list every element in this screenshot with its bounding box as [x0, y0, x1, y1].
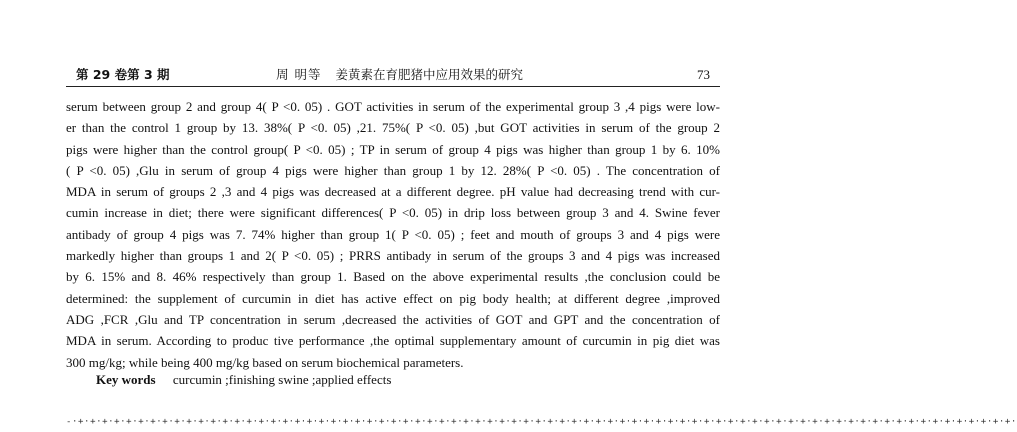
abstract-line: markedly higher than groups 1 and 2( P <0. 05) ; PRRS antibady in serum of the groups 3 and 4 pigs was increased — [66, 248, 720, 264]
abstract-line: antibady of group 4 pigs was 7. 74% higher than group 1( P <0. 05) ; feet and mouth of groups 3 and 4 pigs were — [66, 226, 720, 242]
running-title — [276, 64, 523, 86]
abstract-line: determined: the supplement of curcumin in diet has active effect on pig body health; at different degree ,improved — [66, 290, 720, 306]
abstract-line: ADG ,FCR ,Glu and TP concentration in serum ,decreased the activities of GOT and GPT and the concentration of — [66, 311, 720, 327]
keywords-label: Key words — [96, 372, 156, 387]
abstract-line: serum between group 2 and group 4( P <0. 05) . GOT activities in serum of the experimental group 3 ,4 pigs were low- — [66, 99, 720, 114]
abstract-line: pigs were higher than the control group( P <0. 05) ; TP in serum of group 4 pigs was higher than group 1 by 6. 10% — [66, 141, 720, 157]
header-authors: 周 明等 — [276, 67, 322, 82]
abstract-line: MDA in serum. According to produc tive performance ,the optimal supplementary amount of curcumin in pig diet was — [66, 333, 720, 349]
abstract-line: cumin increase in diet; there were significant differences( P <0. 05) in drip loss between group 3 and 4. Swine fever — [66, 205, 720, 221]
keywords-text: curcumin ;finishing swine ;applied effects — [172, 372, 392, 387]
abstract-line: by 6. 15% and 8. 46% respectively than group 1. Based on the above experimental results ,the conclusion could be — [66, 269, 720, 285]
abstract-line: er than the control 1 group by 13. 38%( P <0. 05) ,21. 75%( P <0. 05) ,but GOT activities in serum of the group 2 — [66, 120, 720, 136]
section-separator-rule: -·+·+·+·+·+·+·+·+·+·+·+·+·+·+·+·+·+·+·+·+·+·+·+·+·+·+·+·+·+·+·+·+·+·+·+·+·+·+·+·+·+·+·+·+·+·+·+·+·+·+·+·+·+·+·+·+·+·+·+·+·+·+·+·+·+·+·+·+·+·+·+·+·+·+·+·+·+·+· — [66, 417, 1017, 427]
journal-volume-issue: 第 29 卷第 3 期 — [76, 67, 170, 82]
running-header — [66, 64, 720, 86]
header-rule — [66, 86, 720, 87]
page-number: 73 — [697, 67, 710, 82]
abstract-line: MDA in serum of groups 2 ,3 and 4 pigs was decreased at a different degree. pH value had decreasing trend with cur- — [66, 184, 720, 200]
keywords — [96, 372, 391, 388]
header-article-title: 姜黄素在育肥猪中应用效果的研究 — [335, 67, 523, 82]
abstract-line-last: 300 mg/kg; while being 400 mg/kg based on serum biochemical parameters. — [66, 354, 464, 370]
abstract-line: ( P <0. 05) ,Glu in serum of group 4 pigs were higher than group 1 by 12. 28%( P <0. 05) . The concentration of — [66, 162, 720, 178]
abstract-body — [66, 96, 720, 373]
